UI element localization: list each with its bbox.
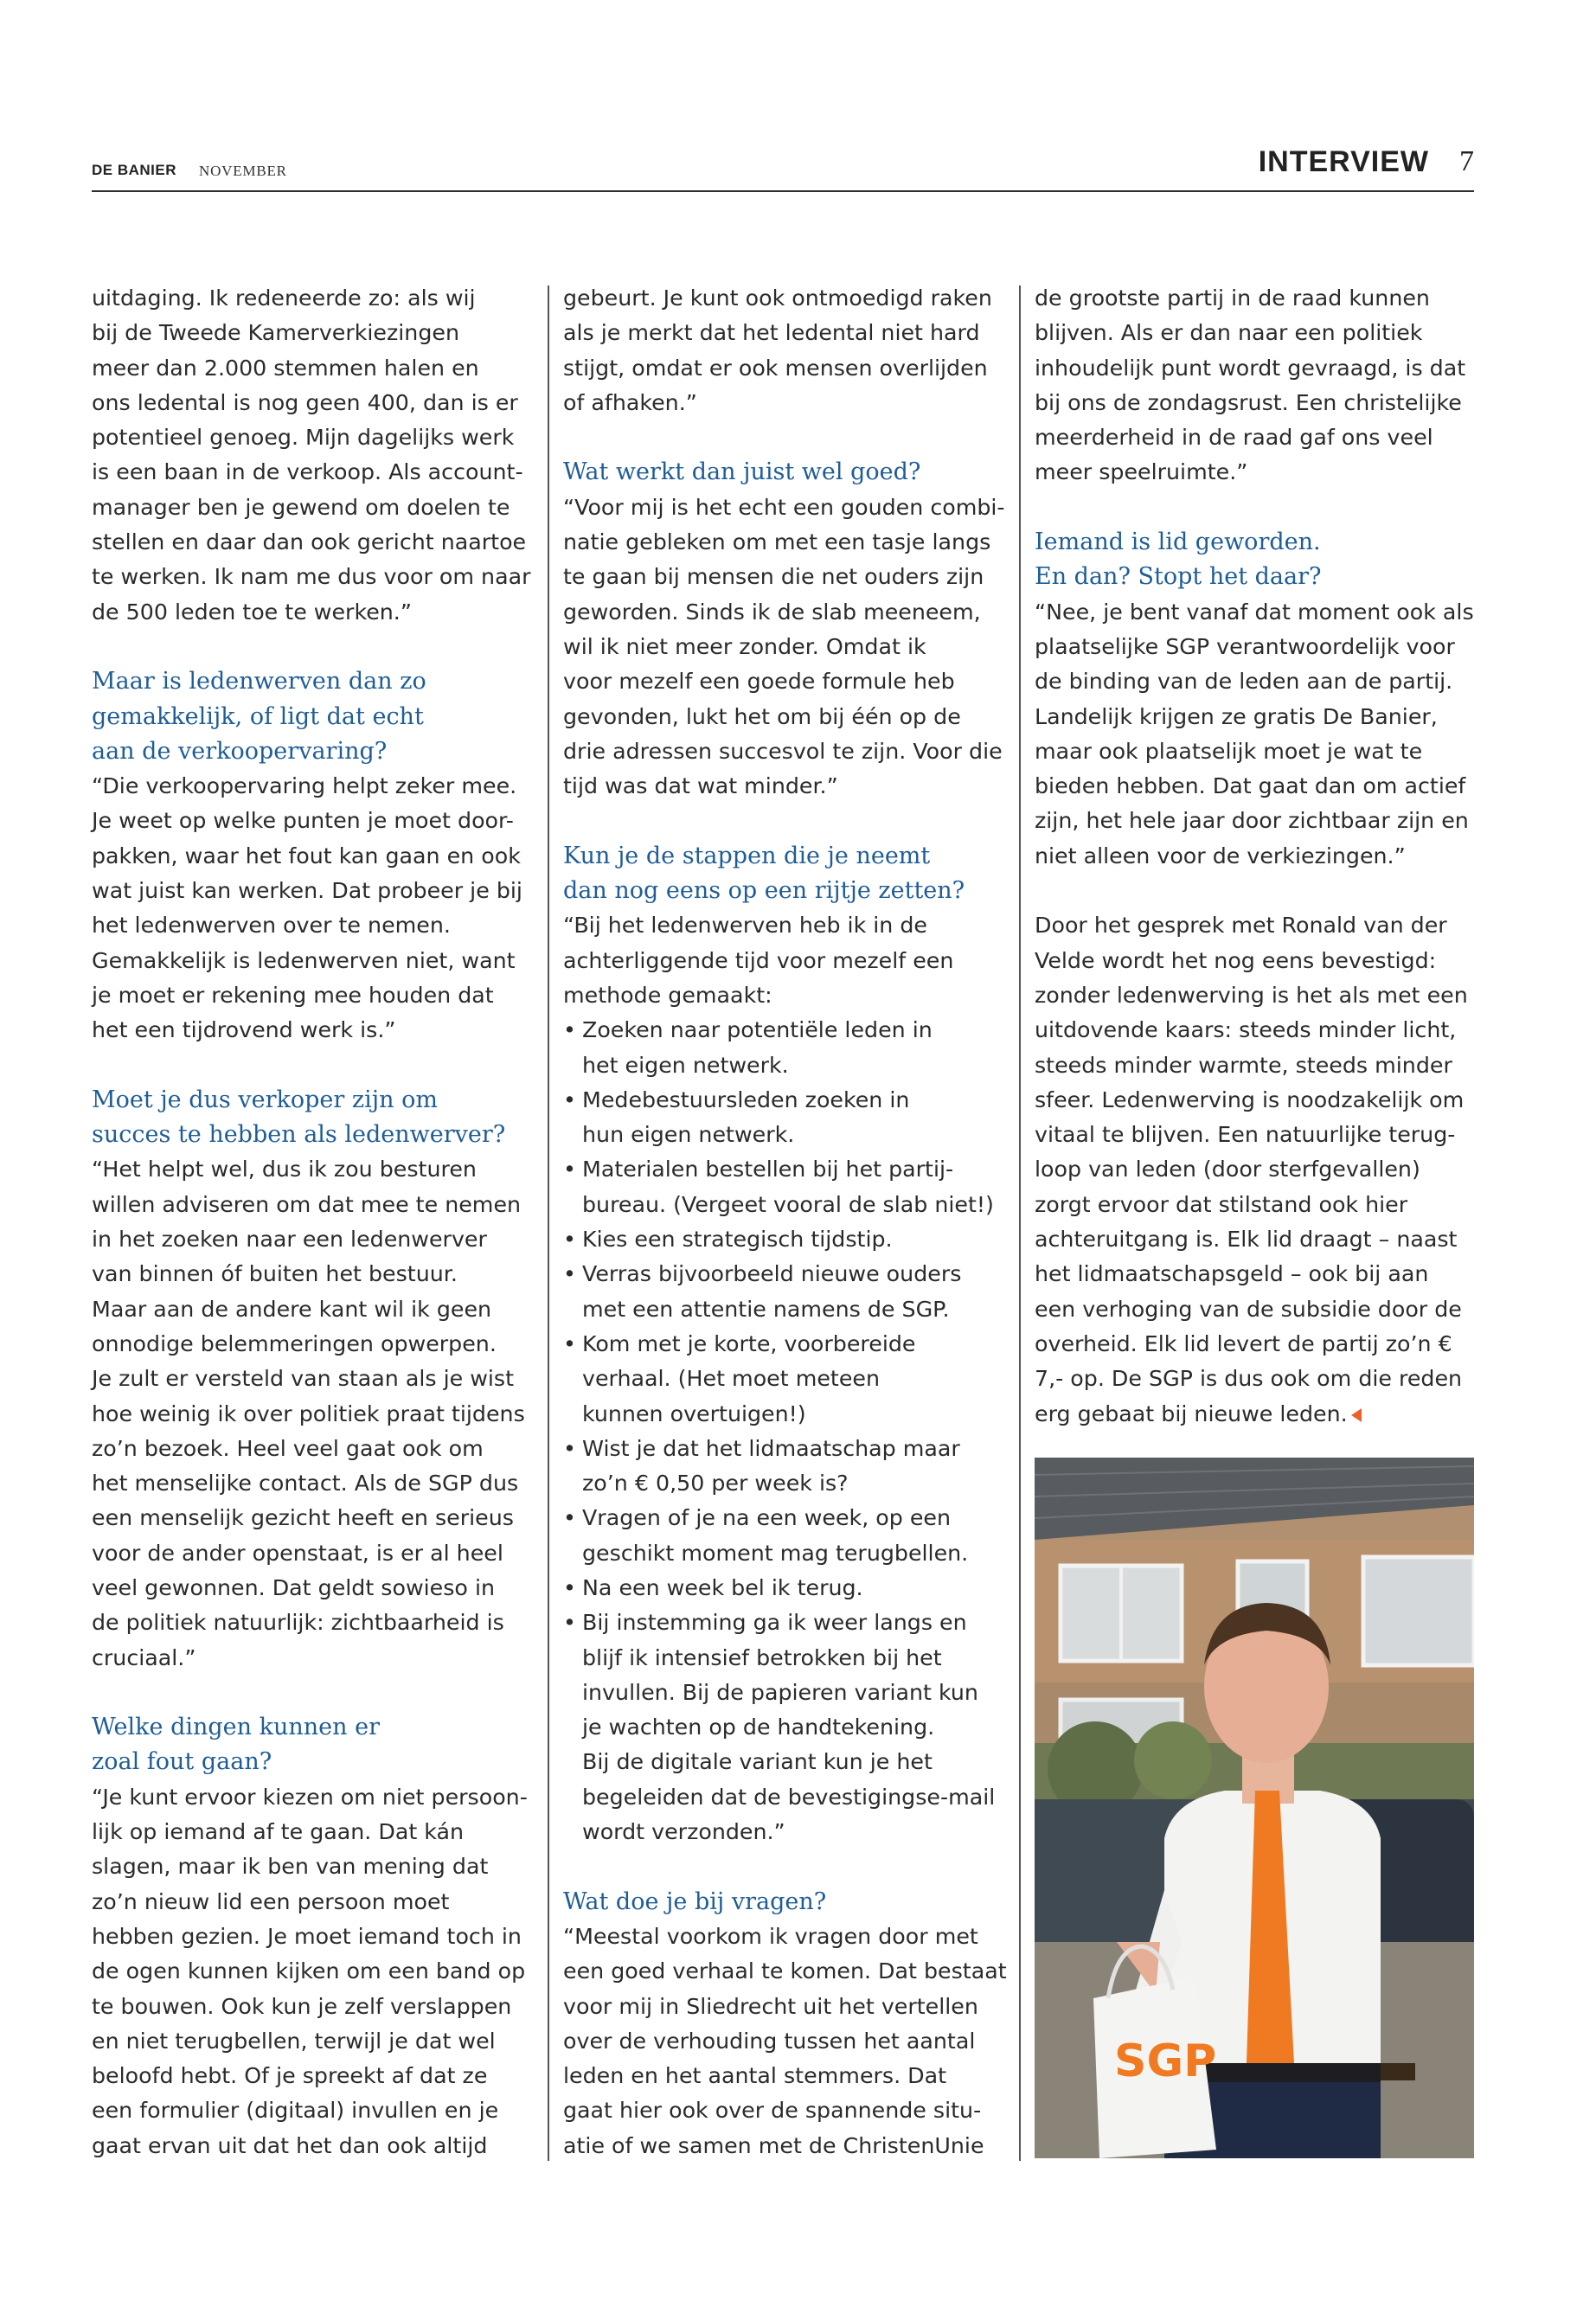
list-item: • Materialen bestellen bij het partij- bureau. (Vergeet vooral de slab niet!) [563,1152,1013,1222]
interview-question: Moet je dus verkoper zijn om succes te hebben als ledenwerver? [92,1086,506,1149]
list-item: • Wist je dat het lidmaatschap maar zo’n € 0,50 per week is? [563,1432,1013,1502]
column-divider [1019,285,1021,2161]
list-item: • Vragen of je na een week, op een geschikt moment mag terugbellen. [563,1501,1013,1571]
list-item: • Bij instemming ga ik weer langs en blijf ik intensief betrokken bij het invullen. Bij de papieren variant kun je wachten op de handtekening. Bij de digitale variant kun je het begeleiden dat de bevestigingse-mail wordt verzonden.” [563,1606,1013,1849]
paragraph: de grootste partij in de raad kunnen blijven. Als er dan naar een politiek inhoudelijk punt wordt gevraagd, is dat bij ons de zondagsrust. Een christelijke meerderheid in de raad gaf ons veel meer speelruimte.” [1035,285,1466,485]
photo-illustration [1035,1458,1474,2158]
list-item: • Medebestuursleden zoeken in hun eigen netwerk. [563,1083,1013,1153]
interview-question: Wat werkt dan juist wel goed? [563,458,921,486]
interview-question: Wat doe je bij vragen? [563,1888,827,1915]
closing-paragraph [1035,908,1476,1431]
bag-logo: SGP [1114,2035,1217,2087]
list-item: • Kies een strategisch tijdstip. [563,1222,1013,1257]
interview-question: Iemand is lid geworden. En dan? Stopt het daar? [1035,529,1322,591]
paragraph: uitdaging. Ik redeneerde zo: als wij bij de Tweede Kamerverkiezingen meer dan 2.000 stemmen halen en ons ledental is nog geen 400, dan is er potentieel genoeg. Mijn dagelijks werk is een baan in de verkoop. Als account- manager ben je gewend om doelen te stellen en daar dan ook gericht naartoe te werken. Ik nam me dus voor om naar de 500 leden toe te werken.” [92,285,531,625]
list-item: • Kom met je korte, voorbereide verhaal. (Het moet meteen kunnen overtuigen!) [563,1327,1013,1432]
list-item: • Na een week bel ik terug. [563,1571,1013,1606]
list-item: • Verras bijvoorbeeld nieuwe ouders met een attentie namens de SGP. [563,1257,1013,1327]
section-title: INTERVIEW [1258,145,1429,178]
publication-name: DE BANIER [92,162,177,178]
article-column-1 [92,281,542,2163]
paragraph: “Nee, je bent vanaf dat moment ook als plaatselijke SGP verantwoordelijk voor de binding van de leden aan de partij. Landelijk krijgen ze gratis De Banier, maar ook plaatselijk moet je wat te bieden hebben. Dat gaat dan om actief zijn, het hele jaar door zichtbaar zijn en niet alleen voor de verkiezingen.” [1035,599,1474,868]
paragraph: “Die verkoopervaring helpt zeker mee. Je weet op welke punten je moet door- pakken, waar het fout kan gaan en ook wat juist kan werken. Dat probeer je bij het ledenwerven over te nemen. Gemakkelijk is ledenwerven niet, want je moet er rekening mee houden dat het een tijdrovend werk is.” [92,773,522,1043]
interview-question: Maar is ledenwerven dan zo gemakkelijk, of ligt dat echt aan de verkoopervaring? [92,668,426,765]
paragraph: gebeurt. Je kunt ook ontmoedigd raken als je merkt dat het ledental niet hard stijgt, omdat er ook mensen overlijden of afhaken.” [563,285,992,415]
page-number: 7 [1459,145,1474,177]
paragraph: “Je kunt ervoor kiezen om niet persoon- lijk op iemand af te gaan. Dat kán slagen, maar ik ben van mening dat zo’n nieuw lid een persoon moet hebben gezien. Je moet iemand toch in de ogen kunnen kijken om een band op te bouwen. Ook kun je zelf verslappen en niet terugbellen, terwijl je dat wel beloofd hebt. Of je spreekt af dat ze een formulier (digitaal) invullen en je gaat ervan uit dat het dan ook altijd [92,1784,528,2158]
article-column-3 [1035,281,1476,1432]
interview-question: Welke dingen kunnen er zoal fout gaan? [92,1714,380,1776]
steps-list [563,1013,1013,1849]
column-divider [548,285,549,2161]
list-item: • Zoeken naar potentiële leden in het eigen netwerk. [563,1013,1013,1083]
issue-month: NOVEMBER [199,163,287,179]
end-of-article-icon [1351,1408,1362,1422]
interviewee-photo [1035,1458,1474,2158]
paragraph: “Het helpt wel, dus ik zou besturen willen adviseren om dat mee te nemen in het zoeken naar een ledenwerver van binnen óf buiten het bestuur. Maar aan de andere kant wil ik geen onnodige belemmeringen opwerpen. Je zult er versteld van staan als je wist hoe weinig ik over politiek praat tijdens zo’n bezoek. Heel veel gaat ook om het menselijke contact. Als de SGP dus een menselijk gezicht heeft en serieus voor de ander openstaat, is er al heel veel gewonnen. Dat geldt sowieso in de politiek natuurlijk: zichtbaarheid is cruciaal.” [92,1157,525,1670]
page-header [92,138,1474,192]
paragraph: “Meestal voorkom ik vragen door met een goed verhaal te komen. Dat bestaat voor mij in Sliedrecht uit het vertellen over de verhouding tussen het aantal leden en het aantal stemmers. Dat gaat hier ook over de spannende situ- atie of we samen met de ChristenUnie [563,1923,1007,2158]
article-column-2 [563,281,1013,2163]
paragraph: “Bij het ledenwerven heb ik in de achterliggende tijd voor mezelf een methode gemaakt: [563,913,954,1008]
closing-text: Door het gesprek met Ronald van der Velde wordt het nog eens bevestigd: zonder ledenwerving is het als met een uitdovende kaars: steeds minder licht, steeds minder warmte, steeds minder sfeer. Ledenwerving is noodzakelijk om vitaal te blijven. Een natuurlijke terug- loop van leden (door sterfgevallen) zorgt ervoor dat stilstand ook hier achteruitgang is. Elk lid draagt – naast het lidmaatschapsgeld – ook bij aan een verhoging van de subsidie door de overheid. Elk lid levert de partij zo’n € 7,- op. De SGP is dus ook om die reden erg gebaat bij nieuwe leden. [1035,913,1468,1426]
paragraph: “Voor mij is het echt een gouden combi- natie gebleken om met een tasje langs te gaan bij mensen die net ouders zijn geworden. Sinds ik de slab meeneem, wil ik niet meer zonder. Omdat ik voor mezelf een goede formule heb gevonden, lukt het om bij één op de drie adressen succesvol te zijn. Voor die tijd was dat wat minder.” [563,494,1005,799]
interview-question: Kun je de stappen die je neemt dan nog eens op een rijtje zetten? [563,842,965,905]
